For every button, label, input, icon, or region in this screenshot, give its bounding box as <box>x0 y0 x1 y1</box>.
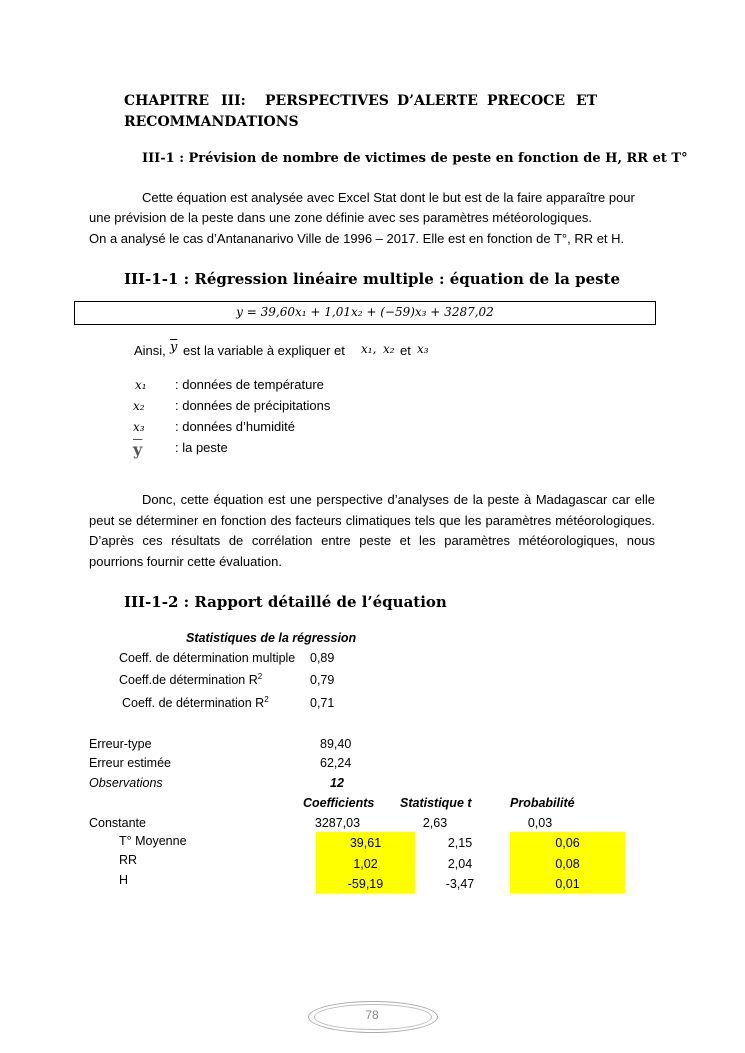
legend-symbol-y: $\overline{y}$ <box>133 440 143 459</box>
p-temperature: 0,06 <box>555 836 580 850</box>
row-label-constante: Constante <box>89 816 146 830</box>
t-constante: 2,63 <box>422 816 448 830</box>
stats-header: Statistiques de la régression <box>186 631 357 645</box>
col-header-coefficients: Coefficients <box>303 796 375 810</box>
legend-symbol-x2: x₂ <box>133 399 145 413</box>
legend-text-y: : la peste <box>175 440 228 455</box>
p-h: 0,01 <box>555 877 580 891</box>
chapter-word-5: PRECOCE <box>487 93 565 109</box>
section-title-iii-1-2: III-1-2 : Rapport détaillé de l’équation <box>124 593 447 611</box>
error-estimated-label: Erreur estimée <box>89 756 171 770</box>
error-type-label: Erreur-type <box>89 737 152 751</box>
legend-text-x1: : données de température <box>175 377 324 392</box>
chapter-line-2: RECOMMANDATIONS <box>124 114 299 130</box>
x2-symbol: x₂ <box>383 342 395 356</box>
row-label-temperature: T° Moyenne <box>119 834 187 848</box>
chapter-word-6: ET <box>576 93 598 109</box>
stat-label-r2: Coeff.de détermination $R^2$ <box>119 671 263 687</box>
x1-symbol: x₁, <box>361 342 377 356</box>
chapter-word-4: D’ALERTE <box>397 93 478 109</box>
chapter-word-1: CHAPITRE <box>124 93 210 109</box>
observations-value: 12 <box>330 776 344 790</box>
section-title-iii-1: III-1 : Prévision de nombre de victimes de peste en fonction de H, RR et T° <box>142 151 688 166</box>
regression-equation: y = 39,60x₁ + 1,01x₂ + (−59)x₃ + 3287,02 <box>236 305 494 319</box>
section1-paragraph-line-2: une prévision de la peste dans une zone définie avec ses paramètres météorologiques. <box>89 210 592 225</box>
section1-paragraph-line-1: Cette équation est analysée avec Excel Stat dont le but est de la faire apparaître pour <box>142 190 635 205</box>
coef-constante: 3287,03 <box>314 816 361 830</box>
error-type-value: 89,40 <box>320 737 352 751</box>
stat-value-r2-adjusted: 0,71 <box>310 696 335 710</box>
stat-value-r2: 0,79 <box>310 673 335 687</box>
col-header-probability: Probabilité <box>510 796 575 810</box>
chapter-word-3: PERSPECTIVES <box>265 93 389 109</box>
legend-symbol-x3: x₃ <box>133 420 145 434</box>
error-estimated-value: 62,24 <box>320 756 352 770</box>
observations-label: Observations <box>89 776 163 790</box>
x3-symbol: x₃ <box>417 342 429 356</box>
chapter-word-2: III: <box>221 93 246 109</box>
y-bar-symbol: $\overline{y}$ <box>170 340 178 355</box>
stat-label-r2-adjusted: Coeff. de détermination $R^2$ <box>122 694 269 710</box>
section1-paragraph-line-3: On a analysé le cas d’Antananarivo Ville de 1996 – 2017. Elle est en fonction de T°, RR et H. <box>89 231 625 246</box>
ainsi-mid: est la variable à expliquer et <box>183 343 345 358</box>
ainsi-pre: Ainsi, <box>134 343 166 358</box>
coef-temperature: 39,61 <box>349 836 382 850</box>
legend-symbol-x1: x₁ <box>135 378 147 392</box>
p-rr: 0,08 <box>555 857 580 871</box>
section11-paragraph: Donc, cette équation est une perspective d’analyses de la peste à Madagascar car elle peut se déterminer en fonction des facteurs climatiques tels que les paramètres météorologiques. D’après ces résultats de corrélation entre peste et les paramètres météorologiques, nous pourrions fournir cette évaluation. <box>89 492 655 569</box>
coef-rr: 1,02 <box>353 857 378 871</box>
t-rr: 2,04 <box>447 857 473 871</box>
legend-text-x2: : données de précipitations <box>175 398 331 413</box>
ainsi-et: et <box>400 343 411 358</box>
row-label-rr: RR <box>119 853 138 867</box>
p-constante: 0,03 <box>527 816 553 830</box>
t-temperature: 2,15 <box>447 836 473 850</box>
page-number: 78 <box>365 1008 379 1022</box>
stat-value-multiple: 0,89 <box>310 651 335 665</box>
col-header-t-stat: Statistique t <box>400 796 472 810</box>
regression-equation-box <box>74 301 656 325</box>
coef-h: -59,19 <box>347 877 384 891</box>
row-label-h: H <box>119 873 129 887</box>
section-title-iii-1-1: III-1-1 : Régression linéaire multiple : équation de la peste <box>124 270 621 288</box>
stat-label-multiple: Coeff. de détermination multiple <box>119 651 296 665</box>
t-h: -3,47 <box>445 877 475 891</box>
legend-text-x3: : données d’humidité <box>175 419 295 434</box>
